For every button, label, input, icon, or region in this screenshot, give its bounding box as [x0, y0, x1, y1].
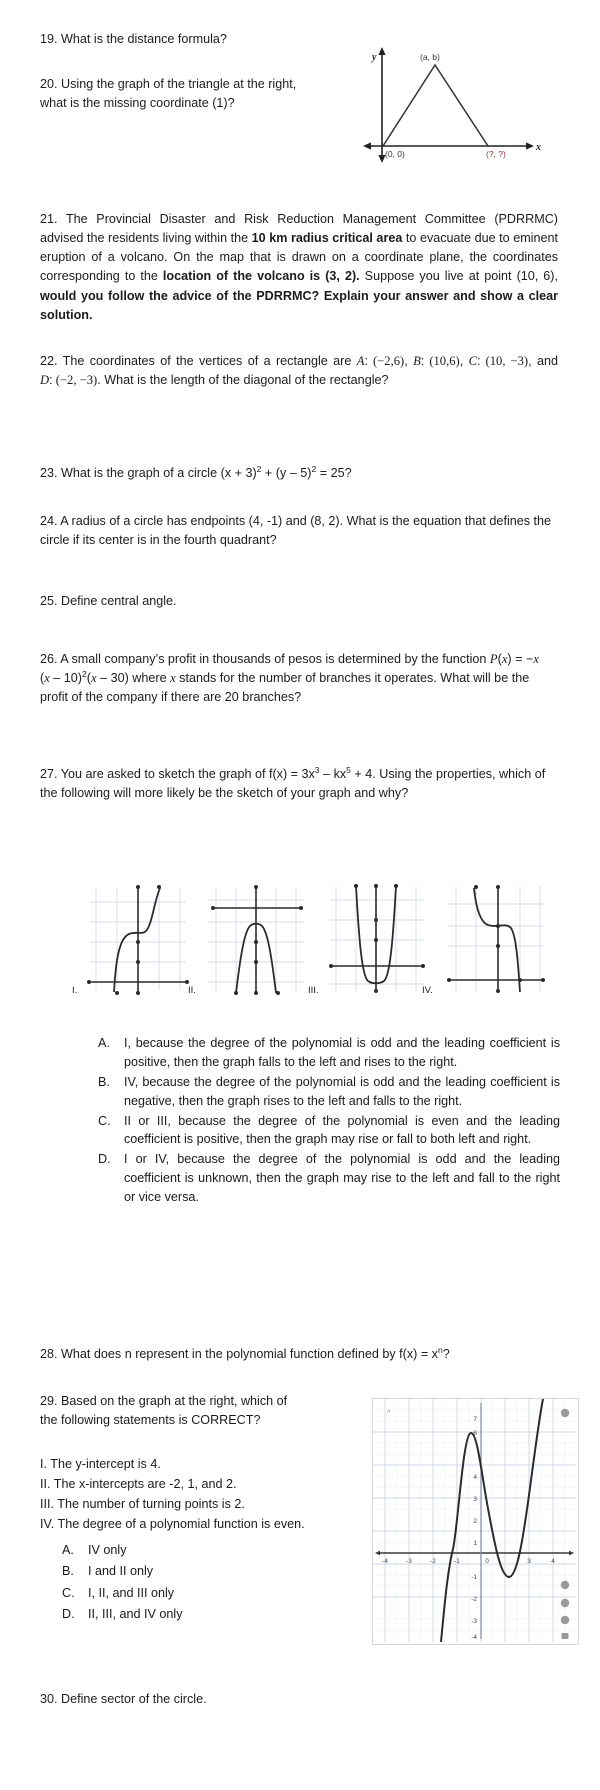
question-30 — [40, 1690, 440, 1709]
question-28: 28. What does n represent in the polynomial function defined by $f(x) = x^n$? — [40, 1344, 450, 1361]
question-29-line1: 29. Based on the graph at the right, which of — [40, 1394, 288, 1408]
polynomial-graph-figure — [372, 1398, 579, 1645]
polynomial-graph-svg — [373, 1399, 576, 1642]
svg-text:-1: -1 — [471, 1574, 477, 1581]
q27-sketch-4 — [422, 880, 552, 998]
q29-choice-b-letter: B. — [62, 1564, 74, 1579]
question-22: 22. The coordinates of the vertices of a rectangle are A: (−2,6), B: (10,6), C: (10, −3), and D: (−2, −3). What is the length of the diagonal of the rectangle? — [40, 354, 558, 388]
question-27: 27. You are asked to sketch the graph of $f(x) = 3x^3 - kx^5 + 4$. Using the properties, which of the following will more likely be the sketch of your graph and why? — [40, 764, 546, 801]
q21-p1: 21. The Provincial Disaster and Risk Reduction Management Committee (PDRRMC) advised the residents living within the — [40, 212, 558, 246]
curve-I — [114, 888, 160, 992]
q27-sketch-2 — [188, 880, 312, 998]
q27-choice-c-text: II or III, because the degree of the polynomial is even and the leading coefficient is positive, then the graph may rise or fall to both left and right. — [124, 1113, 560, 1147]
svg-text:-2: -2 — [471, 1596, 477, 1603]
question-29 — [40, 1392, 360, 1430]
triangle-figure — [360, 40, 545, 165]
question-26: 26. A small company’s profit in thousands of pesos is determined by the function P(x) = −x (x – 10)$^2$(x – 30) where x stands for the number of branches it operates. What will be the profit of the company if there are 20 branches? — [40, 652, 539, 705]
q27-sketch-3 — [308, 880, 432, 998]
q29-choice-c[interactable] — [62, 1583, 352, 1603]
q29-statements — [40, 1455, 370, 1535]
q29-choices — [62, 1540, 352, 1626]
corner-glyph: ^ — [387, 1410, 391, 1417]
question-19 — [40, 30, 360, 49]
q27-choice-a-text: I, because the degree of the polynomial is odd and the leading coefficient is positive, then the graph falls to the left and rises to the right. — [124, 1036, 560, 1069]
svg-text:-2: -2 — [430, 1558, 436, 1565]
q27-choices — [98, 1034, 560, 1208]
svg-text:1: 1 — [473, 1540, 477, 1547]
q27-choice-b-text: IV, because the degree of the polynomial is odd and the leading coefficient is negative, then the graph rises to the left and falls to the right. — [124, 1074, 560, 1108]
q29-choice-a[interactable] — [62, 1540, 352, 1560]
svg-text:-3: -3 — [471, 1618, 477, 1625]
question-19-text: 19. What is the distance formula? — [40, 32, 227, 46]
question-20 — [40, 75, 360, 113]
right-vertex-label: (?, ?) — [486, 149, 506, 159]
triangle-figure-svg — [360, 40, 545, 165]
q29-choice-c-text: I, II, and III only — [88, 1585, 175, 1600]
svg-text:2: 2 — [473, 1518, 477, 1525]
grid-lines — [448, 886, 544, 992]
svg-text:0: 0 — [485, 1558, 489, 1565]
q27-sketch-2-svg — [200, 880, 312, 998]
q27-sketch-3-label: III. — [308, 985, 319, 996]
question-21 — [40, 210, 558, 325]
svg-text:-4: -4 — [382, 1558, 388, 1565]
q29-choice-a-text: IV only — [88, 1543, 127, 1557]
origin-label: (0, 0) — [385, 149, 405, 159]
curve-IV — [474, 888, 520, 992]
q27-choice-c-letter: C. — [98, 1113, 111, 1128]
q27-choice-a[interactable] — [98, 1034, 560, 1072]
q21-p6: would you follow the advice of the PDRRMC? Explain your answer and show a clear solution. — [40, 288, 558, 322]
axis-end-dots — [211, 885, 303, 995]
svg-text:7: 7 — [473, 1416, 477, 1423]
q21-p5: Suppose you live at point (10, 6), — [359, 269, 558, 284]
q29-choice-b[interactable] — [62, 1561, 352, 1581]
axis-end-dots — [447, 885, 545, 993]
triangle-shape — [383, 65, 488, 146]
question-20-line1: 20. Using the graph of the triangle at the right, — [40, 77, 297, 91]
q27-sketch-1 — [72, 880, 194, 998]
q27-sketch-4-svg — [440, 880, 552, 998]
q27-sketch-row — [20, 880, 580, 1015]
y-axis-arrow-up — [378, 47, 385, 55]
q27-sketch-1-label: I. — [72, 985, 78, 996]
q21-p3: to evacuate due to eminent eruption of a volcano. On the map that is drawn on a coordinate plane, the coordinates corresponding to the — [40, 231, 558, 284]
x-axis-label: x — [536, 142, 541, 153]
question-25 — [40, 592, 558, 611]
question-24 — [40, 512, 565, 550]
question-24-text: 24. A radius of a circle has endpoints (4, -1) and (8, 2). What is the equation that defines the circle if its center is in the fourth quadrant? — [40, 514, 552, 548]
q27-choice-d-text: I or IV, because the degree of the polynomial is odd and the leading coefficient is unknown, then the graph may rise to the left and fall to the right or vice versa. — [124, 1152, 560, 1205]
q29-statement-1: I. The y-intercept is 4. — [40, 1457, 161, 1471]
svg-text:3: 3 — [473, 1496, 477, 1503]
x-axis-arrow-right — [526, 142, 534, 149]
question-25-text: 25. Define central angle. — [40, 594, 177, 608]
q29-statement-2: II. The x-intercepts are -2, 1, and 2. — [40, 1476, 237, 1491]
q21-p4: location of the volcano is (3, 2). — [162, 269, 360, 284]
q29-choice-b-text: I and II only — [88, 1564, 154, 1579]
q27-choice-c[interactable] — [98, 1112, 560, 1150]
q29-choice-d[interactable] — [62, 1604, 352, 1624]
q29-choice-c-letter: C. — [62, 1585, 75, 1600]
q27-sketch-4-label: IV. — [422, 985, 433, 996]
q21-p2: 10 km radius critical area — [251, 231, 403, 246]
svg-text:3: 3 — [527, 1558, 531, 1565]
apex-label: (a, b) — [420, 52, 440, 62]
svg-text:-1: -1 — [454, 1558, 460, 1565]
q29-choice-a-letter: A. — [62, 1543, 74, 1557]
q27-choice-b-letter: B. — [98, 1074, 110, 1089]
q27-choice-d-letter: D. — [98, 1152, 111, 1167]
q27-choice-d[interactable] — [98, 1150, 560, 1207]
q27-choice-a-letter: A. — [98, 1036, 110, 1050]
q29-choice-d-letter: D. — [62, 1607, 75, 1622]
svg-text:-3: -3 — [406, 1558, 412, 1565]
q27-sketch-3-svg — [320, 880, 432, 998]
q27-sketch-1-svg — [82, 880, 194, 998]
q29-choice-d-text: II, III, and IV only — [88, 1607, 183, 1622]
svg-text:6: 6 — [473, 1430, 477, 1437]
question-20-line2: what is the missing coordinate (1)? — [40, 96, 235, 111]
question-30-text: 30. Define sector of the circle. — [40, 1692, 207, 1706]
svg-text:4: 4 — [551, 1558, 555, 1565]
x-axis-arrow-left — [363, 142, 371, 149]
q29-statement-4: IV. The degree of a polynomial function is even. — [40, 1516, 305, 1531]
question-23: 23. What is the graph of a circle $(x + 3)^2 + (y - 5)^2 = 25$? — [40, 463, 352, 480]
svg-text:4: 4 — [473, 1474, 477, 1481]
question-29-line2: the following statements is CORRECT? — [40, 1413, 261, 1428]
y-axis-label: y — [372, 52, 377, 63]
q27-sketch-2-label: II. — [188, 985, 196, 996]
q27-choice-b[interactable] — [98, 1073, 560, 1111]
q29-statement-3: III. The number of turning points is 2. — [40, 1496, 245, 1511]
svg-text:-4: -4 — [471, 1634, 477, 1641]
